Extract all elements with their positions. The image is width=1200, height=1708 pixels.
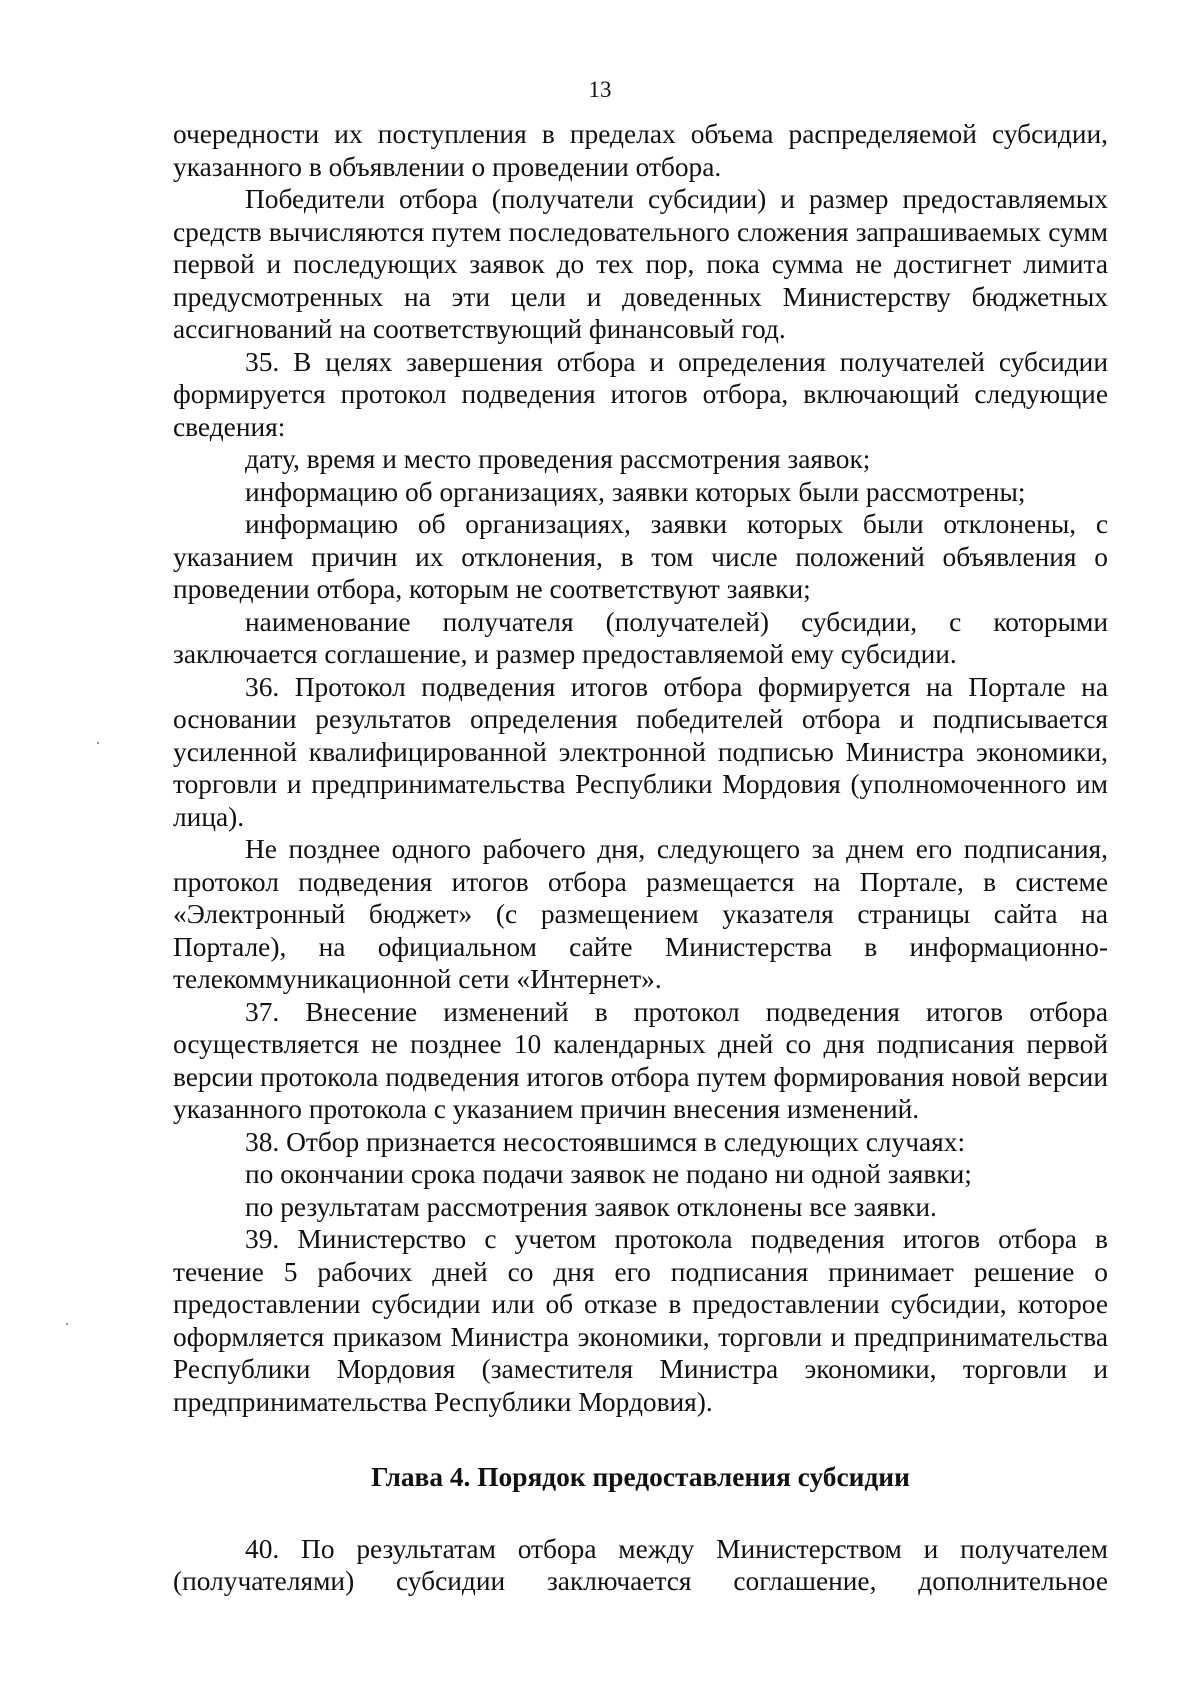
- paragraph-item-40: 40. По результатам отбора между Министерством и получателем (получателями) субсидии заключается соглашение, дополнительное: [173, 1533, 1108, 1596]
- paragraph-item-35: 35. В целях завершения отбора и определения получателей субсидии формируется протокол подведения итогов отбора, включающий следующие сведения:: [173, 346, 1108, 442]
- list-item: информацию об организациях, заявки которых были отклонены, с указанием причин их отклонения, в том числе положений объявления о проведении отбора, которым не соответствуют заявки;: [173, 509, 1108, 604]
- list-item: дату, время и место проведения рассмотрения заявок;: [245, 444, 871, 474]
- paragraph-item-39: 39. Министерство с учетом протокола подведения итогов отбора в течение 5 рабочих дней со дня его подписания принимает решение о предоставлении субсидии или об отказе в предоставлении субсидии, которое оформляется приказом Министра экономики, торговли и предпринимательства Республики Мордовия (заместителя Министра экономики, торговли и предпринимательства Республики Мордовия).: [173, 1224, 1108, 1417]
- paragraph: Не позднее одного рабочего дня, следующего за днем его подписания, протокол подведения итогов отбора размещается на Портале, в системе «Электронный бюджет» (с размещением указателя страницы сайта на Портале), на официальном сайте Министерства в информационно-телекоммуникационной сети «Интернет».: [173, 834, 1108, 994]
- paragraph-continuation: очередности их поступления в пределах объема распределяемой субсидии, указанного в объявлении о проведении отбора.: [173, 119, 1108, 182]
- list-item: наименование получателя (получателей) субсидии, с которыми заключается соглашение, и размер предоставляемой ему субсидии.: [173, 606, 1108, 669]
- list-item: информацию об организациях, заявки которых были рассмотрены;: [245, 476, 1026, 507]
- paragraph-item-37: 37. Внесение изменений в протокол подведения итогов отбора осуществляется не позднее 10 календарных дней со дня подписания первой версии протокола подведения итогов отбора путем формирования новой версии указанного протокола с указанием причин внесения изменений.: [173, 996, 1108, 1124]
- paragraph-item-38: 38. Отбор признается несостоявшимся в следующих случаях:: [245, 1126, 966, 1157]
- document-body: [173, 118, 1108, 1598]
- paragraph-item-36: 36. Протокол подведения итогов отбора формируется на Портале на основании результатов определения победителей отбора и подписывается усиленной квалифицированной электронной подписью Министра экономики, торговли и предпринимательства Республики Мордовия (уполномоченного им лица).: [173, 671, 1108, 832]
- paragraph: Победители отбора (получатели субсидии) и размер предоставляемых средств вычисляются путем последовательного сложения запрашиваемых сумм первой и последующих заявок до тех пор, пока сумма не достигнет лимита предусмотренных на эти цели и доведенных Министерству бюджетных ассигнований на соответствующий финансовый год.: [173, 184, 1108, 344]
- list-item: по окончании срока подачи заявок не подано ни одной заявки;: [245, 1159, 972, 1189]
- scan-artifact: [97, 742, 99, 744]
- page-number: 13: [588, 77, 612, 102]
- scan-artifact: [66, 1323, 68, 1325]
- list-item: по результатам рассмотрения заявок отклонены все заявки.: [245, 1191, 937, 1222]
- chapter-heading: Глава 4. Порядок предоставления субсидии: [371, 1462, 910, 1492]
